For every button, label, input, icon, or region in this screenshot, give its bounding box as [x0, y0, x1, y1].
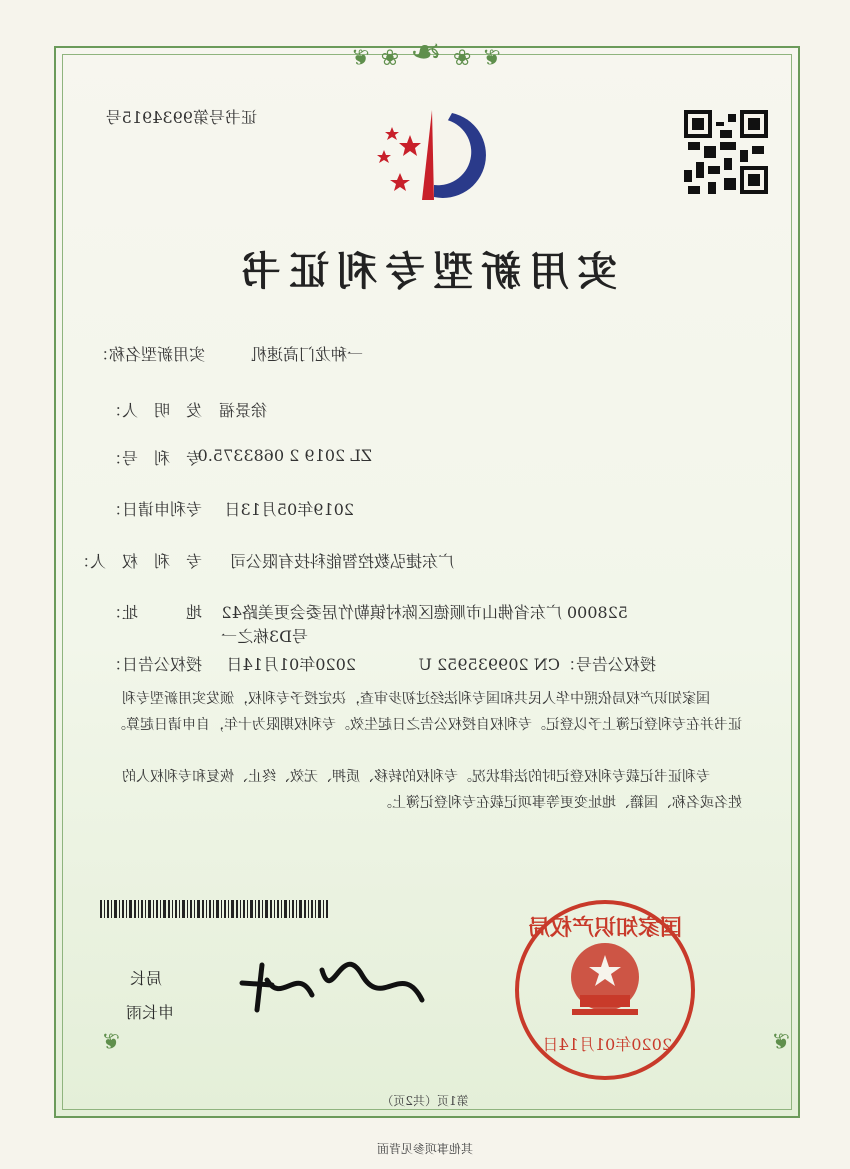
- footer-note: 其他事项参见背面: [377, 1142, 474, 1156]
- label-grant-date: 授权公告日：: [105, 655, 202, 674]
- value-address: 528000 广东省佛山市顺德区陈村镇勒竹居委会更美路42: [221, 603, 628, 622]
- value-patent-number: ZL 2019 2 0683375.0: [197, 446, 372, 465]
- value-address-line2: 号D3栋之一: [220, 627, 308, 646]
- label-inventor: 发 明 人：: [105, 401, 202, 420]
- label-grant-number: 授权公告号：: [559, 655, 656, 674]
- value-utility-model-name: 一种龙门高速机: [250, 345, 363, 364]
- seal-date: 2020年01月14日: [542, 1035, 672, 1054]
- official-seal-icon: [510, 895, 700, 1085]
- qr-code-icon: [684, 110, 768, 194]
- certificate-title: 实用新型专利证书: [233, 248, 617, 295]
- value-application-date: 2019年05月13日: [224, 500, 354, 519]
- corner-ornament-icon: ❦: [769, 1030, 790, 1055]
- signature-icon: [232, 950, 432, 1020]
- signatory-name: 申长雨: [125, 1003, 174, 1022]
- label-patentee: 专 利 权 人：: [73, 552, 202, 571]
- cnipa-logo-icon: [367, 105, 492, 205]
- value-grant-date: 2020年01月14日: [226, 655, 356, 674]
- label-address: 地 址：: [105, 603, 202, 622]
- grant-statement: 国家知识产权局依照中华人民共和国专利法经过初步审查，决定授予专利权，颁发实用新型专利证书并在专利登记簿上予以登记。专利权自授权公告之日起生效。专利权期限为十年，自申请日起算。: [112, 691, 742, 733]
- label-patent-number: 专 利 号：: [105, 449, 202, 468]
- seal-text: 国家知识产权局: [527, 916, 683, 941]
- value-grant-number: [418, 652, 656, 675]
- label-utility-model-name: 实用新型名称：: [92, 345, 205, 364]
- corner-ornament-icon: ❦: [99, 1030, 120, 1055]
- barcode-icon: [100, 900, 328, 918]
- signature-title: 局长: [129, 969, 162, 988]
- legal-status-statement: 专利证书记载专利权登记时的法律状况。专利权的转移、质押、无效、终止、恢复和专利权人的姓名或名称、国籍、地址变更等事项记载在专利登记簿上。: [122, 769, 742, 811]
- value-inventor: 徐景福: [218, 401, 267, 420]
- certificate-number: 证书号第9934915号: [105, 108, 257, 127]
- page-indicator: 第1页（共2页）: [381, 1094, 469, 1108]
- value-patentee: 广东捷弘数控智能科技有限公司: [229, 552, 454, 571]
- top-ornament-icon: ❦ ❀ ❧ ❀ ❦: [349, 30, 501, 74]
- label-application-date: 专利申请日：: [105, 500, 202, 519]
- grant-number: CN 209935952 U: [418, 655, 560, 674]
